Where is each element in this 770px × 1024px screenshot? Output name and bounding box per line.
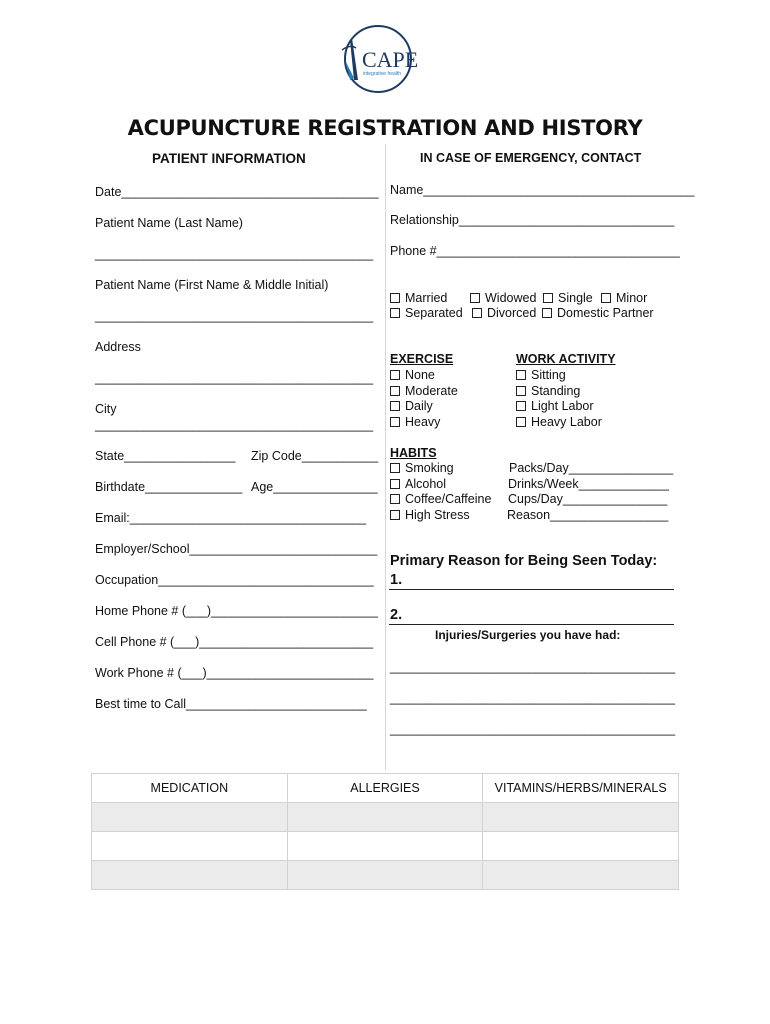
address-line[interactable]: ________________________________________ [95, 371, 374, 385]
table-row [92, 861, 679, 890]
injuries-heading: Injuries/Surgeries you have had: [435, 628, 621, 642]
exercise-moderate-checkbox[interactable]: Moderate [390, 384, 458, 398]
cape-logo [332, 22, 422, 96]
home-phone-field[interactable]: Home Phone # (___)________________________ [95, 604, 378, 618]
exercise-heavy-checkbox[interactable]: Heavy [390, 415, 440, 429]
exercise-heading: EXERCISE [390, 352, 454, 366]
state-field[interactable]: State________________ [95, 449, 236, 463]
checkbox-icon [390, 386, 400, 396]
minor-checkbox[interactable]: Minor [601, 291, 647, 305]
svg-text:integrative health: integrative health [363, 71, 402, 77]
habit-smoking-checkbox[interactable]: Smoking [390, 461, 454, 475]
page-title: ACUPUNCTURE REGISTRATION AND HISTORY [127, 116, 643, 140]
table-header-row [92, 774, 679, 803]
habit-alcohol-checkbox[interactable]: Alcohol [390, 477, 446, 491]
checkbox-icon [390, 370, 400, 380]
reason-item-1: 1. [390, 572, 403, 588]
table-cell[interactable] [92, 861, 288, 890]
cups-per-day-field[interactable]: Cups/Day_______________ [508, 492, 668, 506]
table-cell[interactable] [483, 803, 679, 832]
checkbox-icon [516, 386, 526, 396]
work-standing-checkbox[interactable]: Standing [516, 384, 580, 398]
best-time-field[interactable]: Best time to Call__________________________ [95, 697, 367, 711]
zip-code-field[interactable]: Zip Code___________ [251, 449, 379, 463]
table-row [92, 832, 679, 861]
table-cell[interactable] [92, 803, 288, 832]
checkbox-icon [472, 308, 482, 318]
table-cell[interactable] [483, 832, 679, 861]
checkbox-icon [543, 293, 553, 303]
reason-line-1[interactable] [389, 589, 674, 590]
packs-per-day-field[interactable]: Packs/Day_______________ [509, 461, 674, 475]
stress-reason-field[interactable]: Reason_________________ [507, 508, 669, 522]
habit-coffee-checkbox[interactable]: Coffee/Caffeine [390, 492, 491, 506]
table-cell[interactable] [287, 803, 483, 832]
reason-line-2[interactable] [389, 624, 674, 625]
first-name-line[interactable]: ________________________________________ [95, 309, 374, 323]
table-cell[interactable] [483, 861, 679, 890]
city-line[interactable]: ________________________________________ [95, 418, 374, 432]
checkbox-icon [516, 370, 526, 380]
reason-item-2: 2. [390, 607, 403, 623]
table-row [92, 803, 679, 832]
table-cell[interactable] [287, 832, 483, 861]
email-field[interactable]: Email:__________________________________ [95, 511, 367, 525]
work-light-labor-checkbox[interactable]: Light Labor [516, 399, 594, 413]
vitamins-header: VITAMINS/HERBS/MINERALS [483, 774, 679, 803]
habit-stress-checkbox[interactable]: High Stress [390, 508, 470, 522]
patient-information-heading: PATIENT INFORMATION [152, 151, 306, 166]
checkbox-icon [390, 494, 400, 504]
date-field[interactable]: Date_____________________________________ [95, 185, 379, 199]
checkbox-icon [516, 401, 526, 411]
checkbox-icon [470, 293, 480, 303]
married-checkbox[interactable]: Married [390, 291, 447, 305]
relationship-field[interactable]: Relationship_______________________________ [390, 213, 675, 227]
injury-line-1[interactable]: _________________________________________ [390, 660, 676, 674]
birthdate-field[interactable]: Birthdate______________ [95, 480, 243, 494]
table-cell[interactable] [92, 832, 288, 861]
exercise-none-checkbox[interactable]: None [390, 368, 435, 382]
exercise-daily-checkbox[interactable]: Daily [390, 399, 433, 413]
separated-checkbox[interactable]: Separated [390, 306, 463, 320]
work-heavy-labor-checkbox[interactable]: Heavy Labor [516, 415, 602, 429]
checkbox-icon [390, 293, 400, 303]
city-label: City [95, 402, 117, 416]
column-divider [385, 144, 386, 770]
cell-phone-field[interactable]: Cell Phone # (___)_________________________ [95, 635, 374, 649]
address-label: Address [95, 340, 141, 354]
checkbox-icon [516, 417, 526, 427]
injury-line-2[interactable]: _________________________________________ [390, 691, 676, 705]
checkbox-icon [601, 293, 611, 303]
habits-heading: HABITS [390, 446, 437, 460]
table-cell[interactable] [287, 861, 483, 890]
primary-reason-heading: Primary Reason for Being Seen Today: [390, 553, 658, 569]
emergency-name-field[interactable]: Name_______________________________________ [390, 183, 695, 197]
first-name-label: Patient Name (First Name & Middle Initial) [95, 278, 329, 292]
checkbox-icon [390, 510, 400, 520]
checkbox-icon [390, 308, 400, 318]
medication-header: MEDICATION [92, 774, 288, 803]
medication-table [91, 773, 679, 890]
last-name-label: Patient Name (Last Name) [95, 216, 243, 230]
work-activity-heading: WORK ACTIVITY [516, 352, 616, 366]
checkbox-icon [542, 308, 552, 318]
checkbox-icon [390, 401, 400, 411]
emergency-phone-field[interactable]: Phone #___________________________________ [390, 244, 680, 258]
svg-text:CAPE: CAPE [362, 47, 419, 72]
injury-line-3[interactable]: _________________________________________ [390, 722, 676, 736]
last-name-line[interactable]: ________________________________________ [95, 247, 374, 261]
checkbox-icon [390, 479, 400, 489]
checkbox-icon [390, 463, 400, 473]
drinks-per-week-field[interactable]: Drinks/Week_____________ [508, 477, 669, 491]
age-field[interactable]: Age_______________ [251, 480, 378, 494]
work-phone-field[interactable]: Work Phone # (___)________________________ [95, 666, 374, 680]
emergency-contact-heading: IN CASE OF EMERGENCY, CONTACT [420, 151, 642, 165]
work-sitting-checkbox[interactable]: Sitting [516, 368, 566, 382]
allergies-header: ALLERGIES [287, 774, 483, 803]
divorced-checkbox[interactable]: Divorced [472, 306, 536, 320]
checkbox-icon [390, 417, 400, 427]
domestic-partner-checkbox[interactable]: Domestic Partner [542, 306, 654, 320]
employer-field[interactable]: Employer/School___________________________ [95, 542, 378, 556]
single-checkbox[interactable]: Single [543, 291, 593, 305]
widowed-checkbox[interactable]: Widowed [470, 291, 536, 305]
occupation-field[interactable]: Occupation_______________________________ [95, 573, 374, 587]
